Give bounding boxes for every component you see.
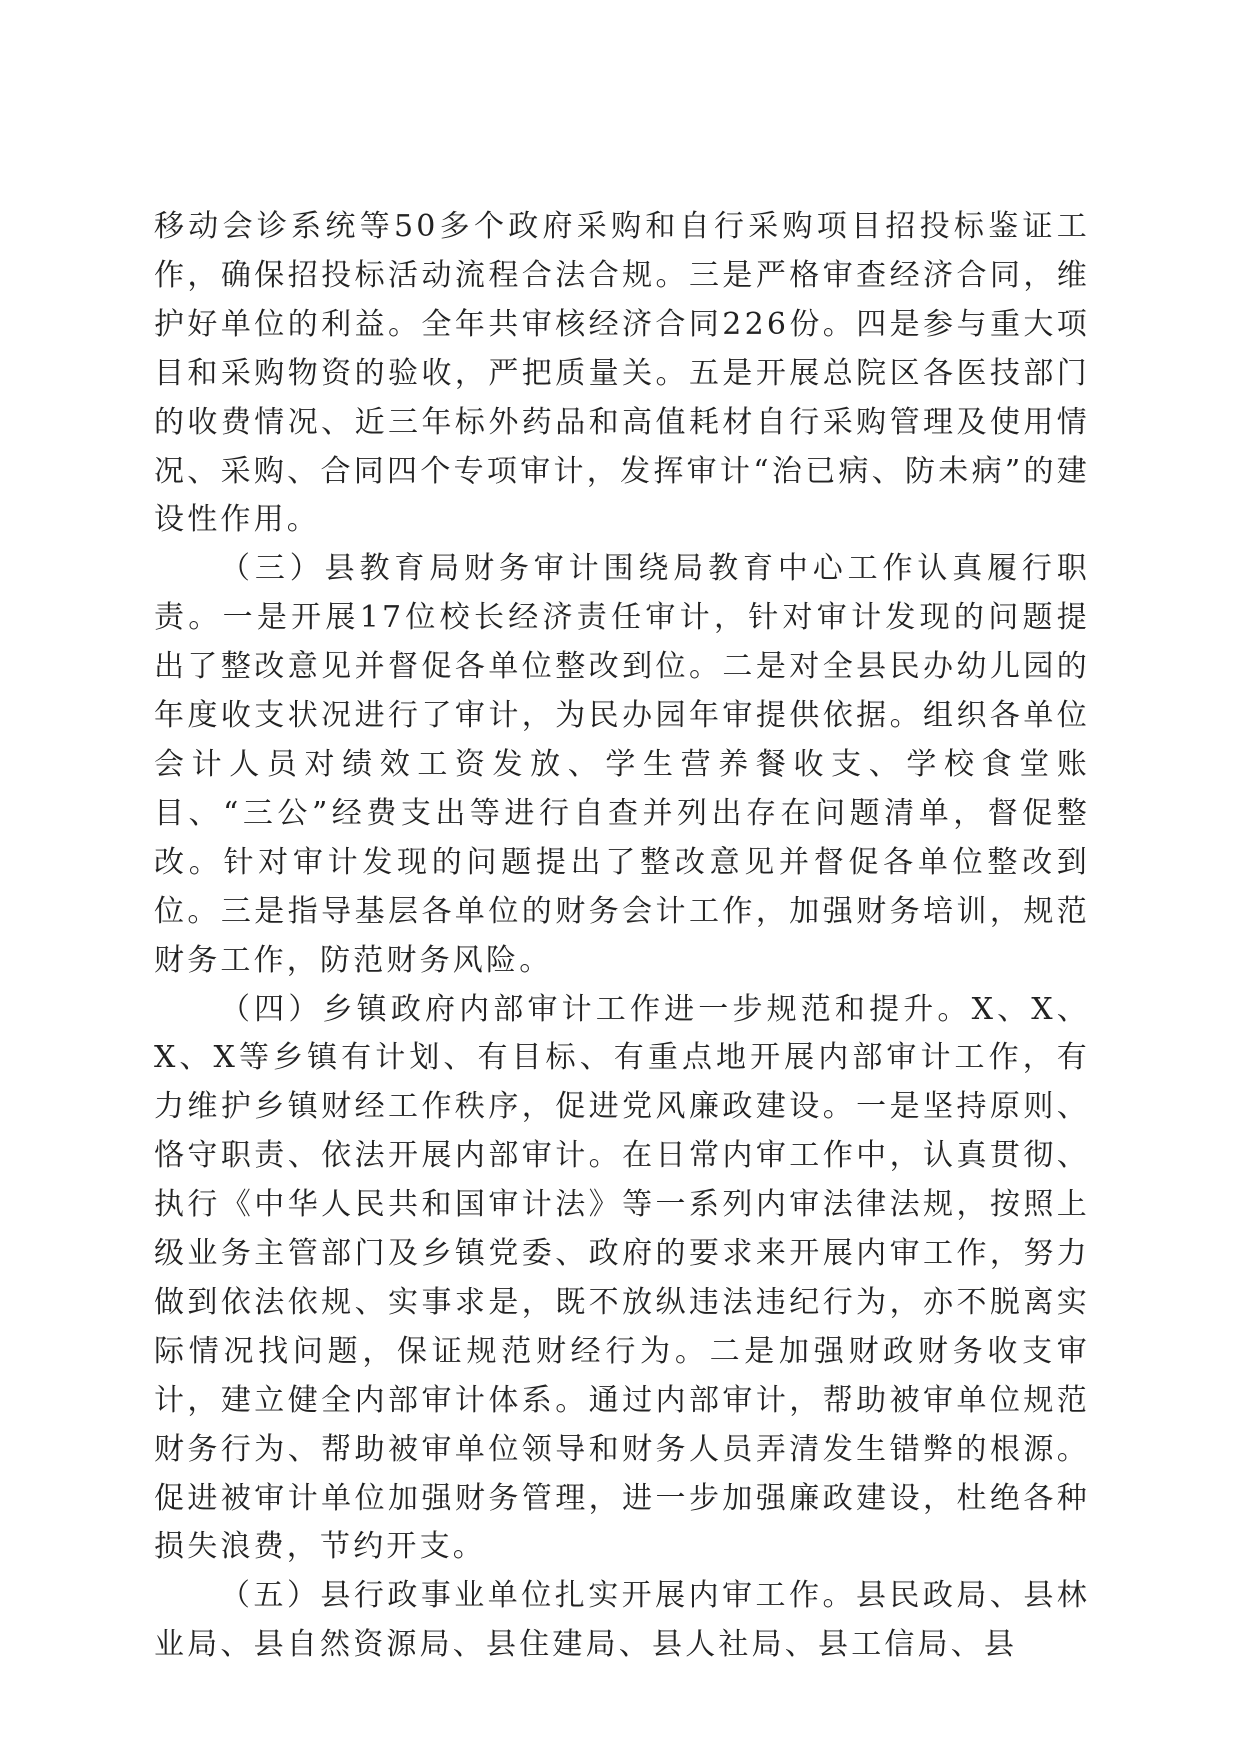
document-page: [154, 203, 1090, 1670]
paragraph-section-3: （三）县教育局财务审计围绕局教育中心工作认真履行职责。一是开展17位校长经济责任审计，针对审计发现的问题提出了整改意见并督促各单位整改到位。二是对全县民办幼儿园的年度收支状况进行了审计，为民办园年审提供依据。组织各单位会计人员对绩效工资发放、学生营养餐收支、学校食堂账目、“三公”经费支出等进行自查并列出存在问题清单，督促整改。针对审计发现的问题提出了整改意见并督促各单位整改到位。三是指导基层各单位的财务会计工作，加强财务培训，规范财务工作，防范财务风险。: [154, 551, 1090, 978]
paragraph-continuation: 移动会诊系统等50多个政府采购和自行采购项目招投标鉴证工作，确保招投标活动流程合法合规。三是严格审查经济合同，维护好单位的利益。全年共审核经济合同226份。四是参与重大项目和采购物资的验收，严把质量关。五是开展总院区各医技部门的收费情况、近三年标外药品和高值耗材自行采购管理及使用情况、采购、合同四个专项审计，发挥审计“治已病、防未病”的建设性作用。: [154, 209, 1090, 538]
paragraph-section-5: （五）县行政事业单位扎实开展内审工作。县民政局、县林业局、县自然资源局、县住建局、县人社局、县工信局、县: [154, 1578, 1090, 1663]
paragraph-section-4: （四）乡镇政府内部审计工作进一步规范和提升。X、X、X、X等乡镇有计划、有目标、有重点地开展内部审计工作，有力维护乡镇财经工作秩序，促进党风廉政建设。一是坚持原则、恪守职责、依法开展内部审计。在日常内审工作中，认真贯彻、执行《中华人民共和国审计法》等一系列内审法律法规，按照上级业务主管部门及乡镇党委、政府的要求来开展内审工作，努力做到依法依规、实事求是，既不放纵违法违纪行为，亦不脱离实际情况找问题，保证规范财经行为。二是加强财政财务收支审计，建立健全内部审计体系。通过内部审计，帮助被审单位规范财务行为、帮助被审单位领导和财务人员弄清发生错弊的根源。促进被审计单位加强财务管理，进一步加强廉政建设，杜绝各种损失浪费，节约开支。: [154, 991, 1090, 1565]
